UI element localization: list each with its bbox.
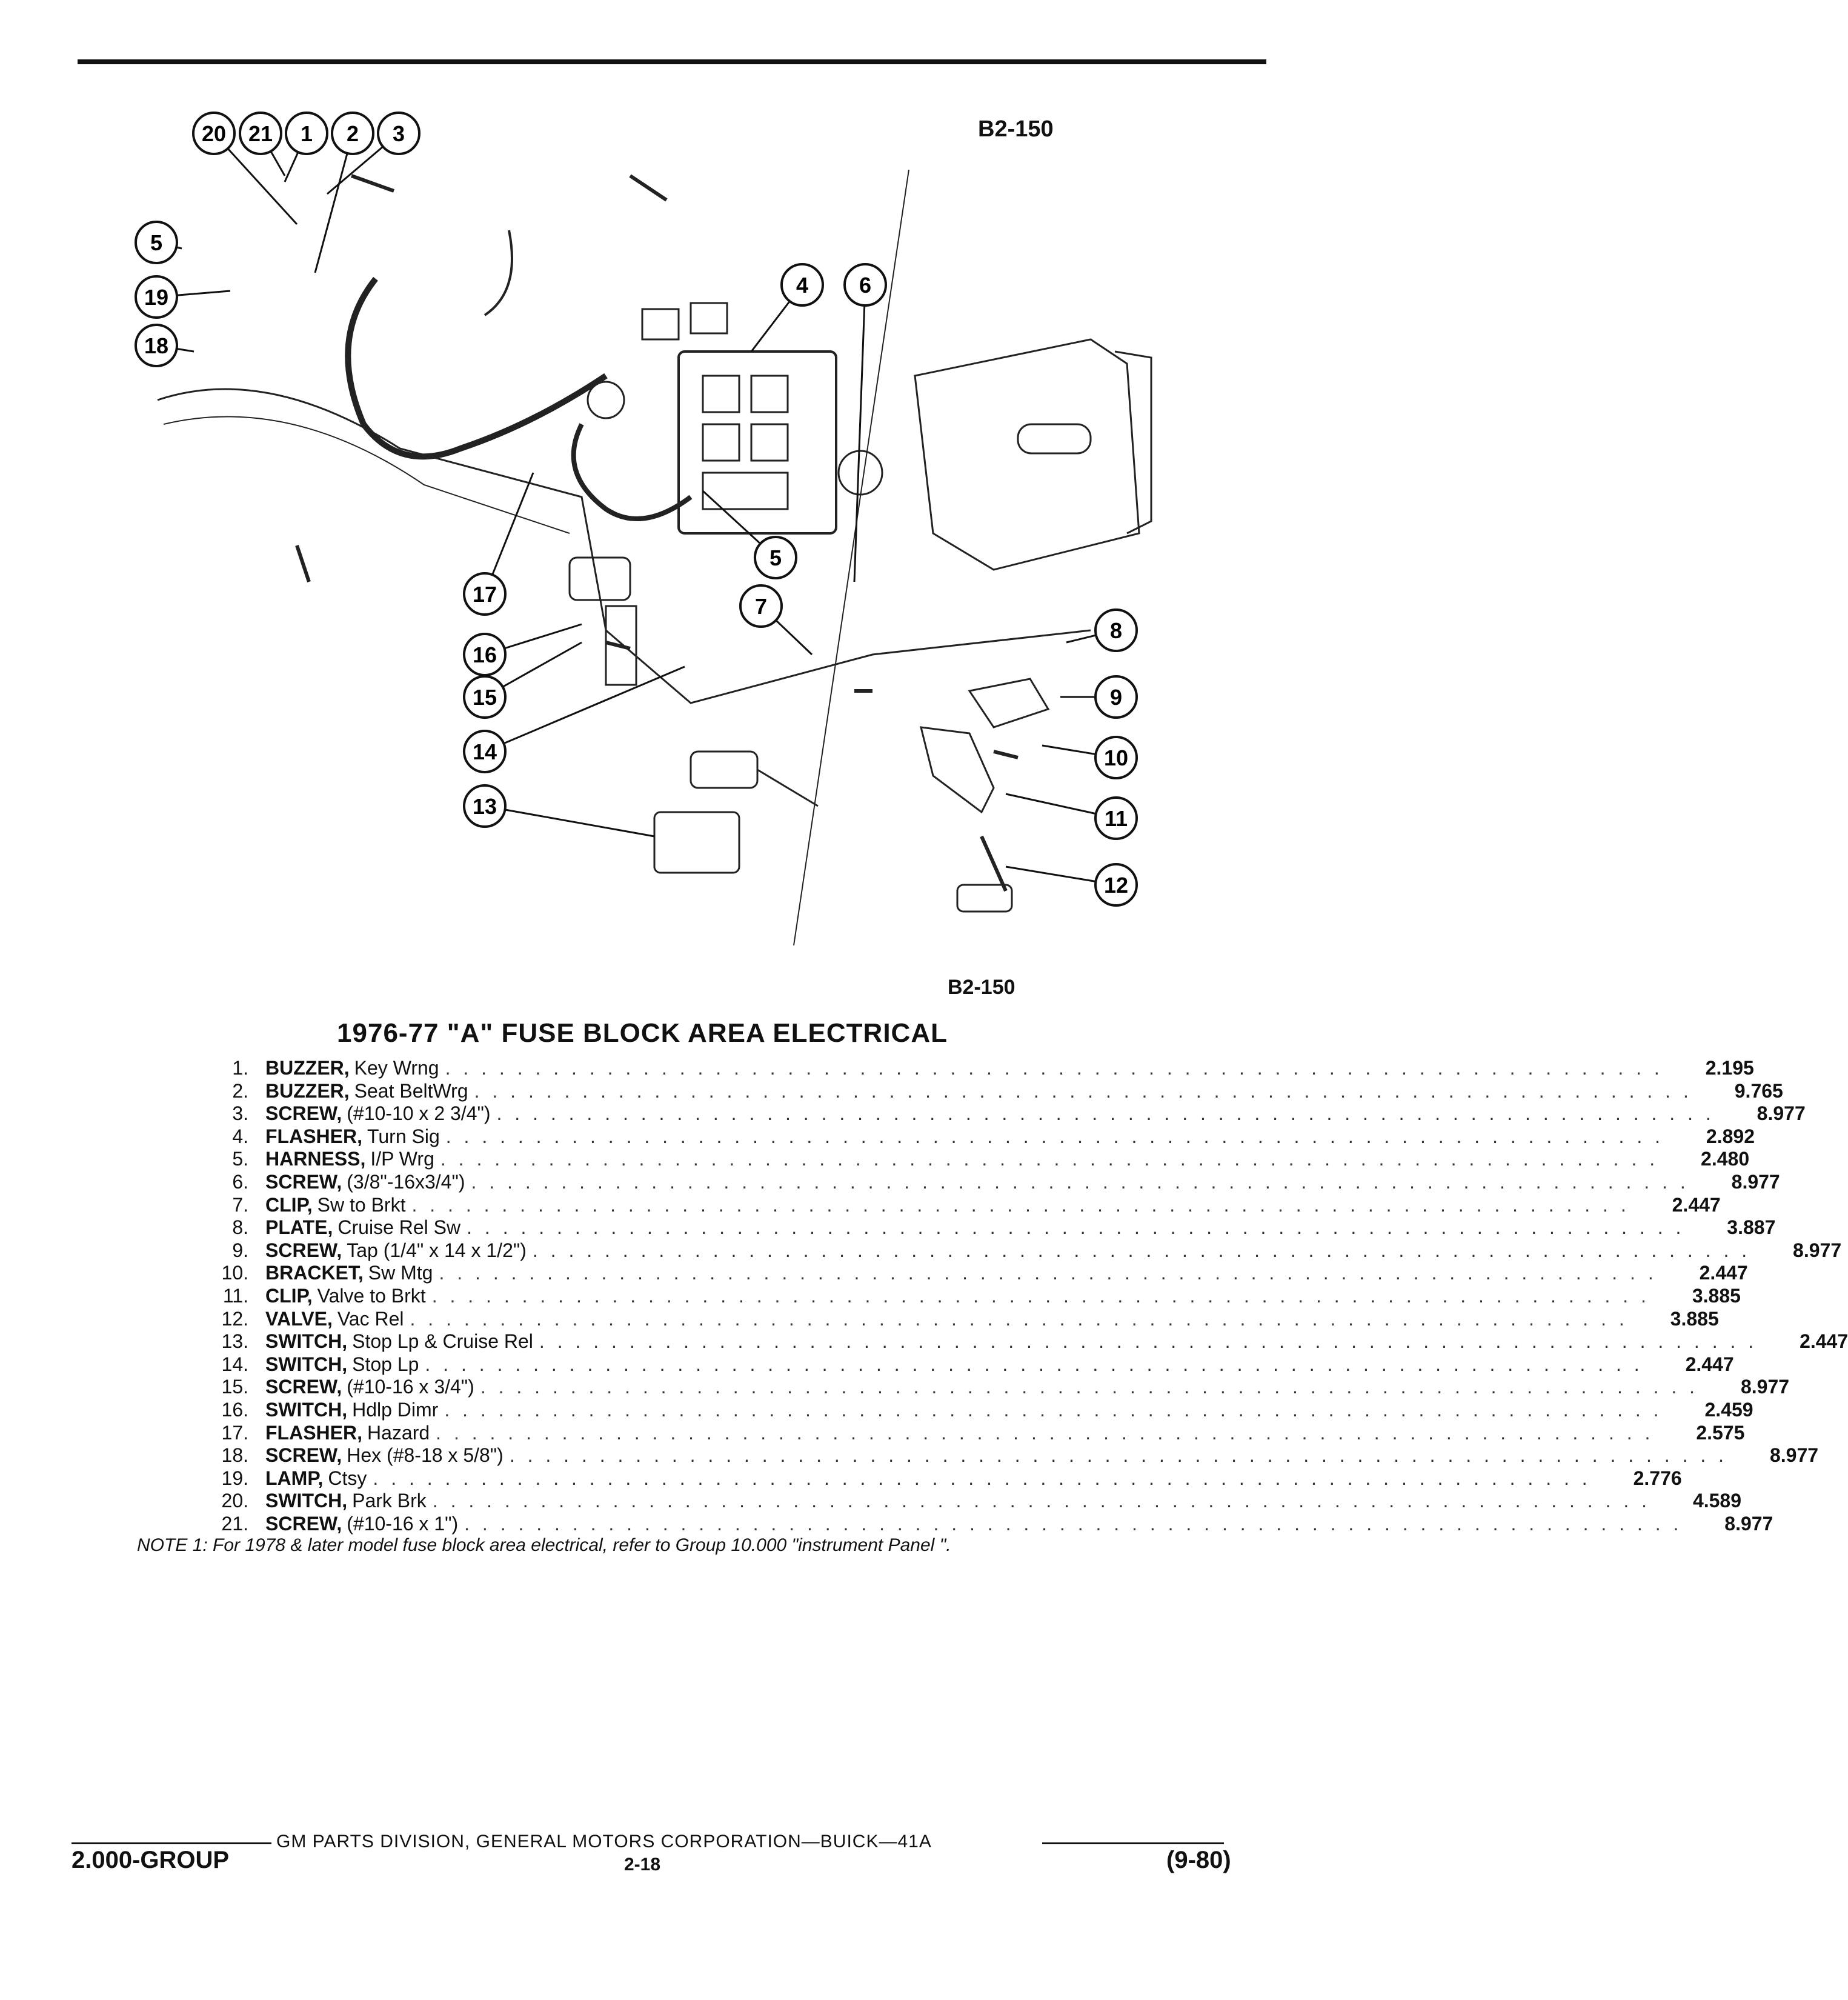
screw-9	[994, 752, 1018, 758]
part-description: Ctsy	[328, 1467, 367, 1489]
part-leader-dots: . . . . . . . . . . . . . . . . . . . . . . . . . . . . . . . . . . . . . . . . . . . . . . . . . . . . . . . . . . . . . . . . . . . .	[474, 1079, 1692, 1102]
callout-number: 5	[150, 230, 163, 255]
part-leader-dots: . . . . . . . . . . . . . . . . . . . . . . . . . . . . . . . . . . . . . . . . . . . . . . . . . . . . . . . . . . . . . . . . . . . .	[496, 1102, 1715, 1125]
part-number: 17.	[221, 1421, 248, 1444]
footer-rule-right	[1042, 1842, 1224, 1844]
screw-18	[297, 545, 309, 582]
part-name: SCREW,	[265, 1102, 342, 1125]
part-leader-dots: . . . . . . . . . . . . . . . . . . . . . . . . . . . . . . . . . . . . . . . . . . . . . . . . . . . . . . . . . . . . . . . . . . . .	[411, 1193, 1630, 1216]
callout-number: 7	[754, 594, 768, 619]
part-number: 13.	[221, 1330, 248, 1353]
part-leader-dots: . . . . . . . . . . . . . . . . . . . . . . . . . . . . . . . . . . . . . . . . . . . . . . . . . . . . . . . . . . . . . . . . . . . .	[373, 1467, 1591, 1489]
part-description: (#10-10 x 2 3/4")	[347, 1102, 491, 1125]
callout-number: 3	[392, 121, 405, 146]
part-group-code: 2.447	[1699, 1262, 1748, 1284]
part-description: Stop Lp & Cruise Rel	[352, 1330, 533, 1353]
figure-code-bottom: B2-150	[948, 976, 1015, 999]
top-rule	[78, 59, 1266, 64]
callout-leader	[854, 285, 865, 582]
part-row	[182, 1239, 1842, 1262]
callout-number: 17	[472, 582, 497, 607]
part-row	[182, 1398, 1753, 1422]
callout-number: 5	[769, 545, 782, 570]
footer-date: (9-80)	[1166, 1847, 1231, 1873]
part-description: Vac Rel	[337, 1307, 404, 1330]
part-description: Tap (1/4" x 14 x 1/2")	[347, 1239, 527, 1261]
part-row	[182, 1284, 1741, 1308]
part-name: LAMP,	[265, 1467, 324, 1489]
part-number: 7.	[232, 1193, 248, 1216]
part-number: 16.	[221, 1398, 248, 1421]
callout-number: 15	[472, 685, 497, 710]
part-group-code: 2.447	[1800, 1330, 1848, 1353]
part-number: 4.	[232, 1125, 248, 1147]
callout-8	[1066, 610, 1137, 651]
part-name: CLIP,	[265, 1284, 313, 1307]
part-group-code: 8.977	[1757, 1102, 1806, 1125]
part-name: VALVE,	[265, 1307, 333, 1330]
part-row	[182, 1102, 1806, 1125]
part-number: 15.	[221, 1376, 248, 1398]
part-row	[182, 1148, 1750, 1171]
part-leader-dots: . . . . . . . . . . . . . . . . . . . . . . . . . . . . . . . . . . . . . . . . . . . . . . . . . . . . . . . . . . . . . . . . . . . .	[410, 1307, 1628, 1330]
cruise-switch	[654, 812, 739, 873]
part-name: SCREW,	[265, 1376, 342, 1398]
part-row	[182, 1193, 1721, 1217]
part-description: Key Wrng	[354, 1057, 439, 1079]
part-number: 2.	[232, 1079, 248, 1102]
part-number: 12.	[221, 1307, 248, 1330]
column-bracket	[915, 339, 1139, 570]
screw-21	[351, 176, 394, 191]
page-title: 1976-77 "A" FUSE BLOCK AREA ELECTRICAL	[337, 1018, 948, 1048]
part-group-code: 2.447	[1672, 1193, 1721, 1216]
part-name: SWITCH,	[265, 1330, 348, 1353]
part-group-code: 9.765	[1734, 1079, 1783, 1102]
part-description: (3/8"-16x3/4")	[347, 1170, 465, 1193]
part-row	[182, 1125, 1755, 1148]
part-leader-dots: . . . . . . . . . . . . . . . . . . . . . . . . . . . . . . . . . . . . . . . . . . . . . . . . . . . . . . . . . . . . . . . . . . . .	[440, 1148, 1659, 1170]
part-name: FLASHER,	[265, 1421, 362, 1444]
part-leader-dots: . . . . . . . . . . . . . . . . . . . . . . . . . . . . . . . . . . . . . . . . . . . . . . . . . . . . . . . . . . . . . . . . . . . .	[532, 1239, 1751, 1261]
part-group-code: 2.195	[1705, 1057, 1754, 1079]
callout-6	[845, 264, 886, 582]
callout-number: 4	[796, 273, 809, 298]
part-group-code: 2.447	[1685, 1353, 1734, 1375]
part-name: SWITCH,	[265, 1353, 348, 1375]
part-number: 10.	[221, 1262, 248, 1284]
callout-number: 14	[472, 739, 497, 764]
harness-branch	[574, 424, 691, 519]
part-group-code: 3.885	[1670, 1307, 1719, 1330]
part-name: SWITCH,	[265, 1490, 348, 1512]
buzzer-seatbelt	[691, 303, 727, 333]
part-leader-dots: . . . . . . . . . . . . . . . . . . . . . . . . . . . . . . . . . . . . . . . . . . . . . . . . . . . . . . . . . . . . . . . . . . . .	[467, 1216, 1685, 1239]
callout-9	[1060, 676, 1137, 718]
flasher-turn-signal	[839, 451, 882, 495]
part-group-code: 2.776	[1633, 1467, 1682, 1489]
buzzer-key	[642, 309, 679, 339]
callout-leader	[485, 806, 654, 836]
part-leader-dots: . . . . . . . . . . . . . . . . . . . . . . . . . . . . . . . . . . . . . . . . . . . . . . . . . . . . . . . . . . . . . . . . . . . .	[436, 1421, 1654, 1444]
parts-list	[182, 1057, 1848, 1535]
part-number: 14.	[221, 1353, 248, 1375]
note: NOTE 1: For 1978 & later model fuse block area electrical, refer to Group 10.000 "instrument Panel ".	[137, 1535, 951, 1555]
part-leader-dots: . . . . . . . . . . . . . . . . . . . . . . . . . . . . . . . . . . . . . . . . . . . . . . . . . . . . . . . . . . . . . . . . . . . .	[431, 1284, 1650, 1307]
part-description: Sw Mtg	[368, 1262, 433, 1284]
part-description: (#10-16 x 1")	[347, 1512, 459, 1535]
part-row	[182, 1512, 1773, 1536]
part-name: BUZZER,	[265, 1079, 350, 1102]
part-group-code: 3.885	[1692, 1284, 1741, 1307]
vacuum-valve-spring	[982, 836, 1006, 891]
fuse-row-b	[751, 376, 788, 412]
part-group-code: 8.977	[1793, 1239, 1842, 1261]
part-row	[182, 1421, 1745, 1445]
part-row	[182, 1444, 1819, 1467]
part-number: 3.	[232, 1102, 248, 1125]
fuse-row-d	[751, 424, 788, 461]
figure-code-top: B2-150	[978, 116, 1054, 142]
callout-21	[240, 113, 285, 176]
part-row	[182, 1307, 1719, 1331]
part-description: Hazard	[367, 1421, 430, 1444]
callout-7	[740, 585, 812, 655]
footer-page-number: 2-18	[623, 1855, 661, 1875]
callout-16	[464, 624, 582, 675]
callout-number: 12	[1103, 873, 1129, 898]
callout-number: 21	[248, 121, 273, 146]
part-row	[182, 1467, 1682, 1490]
fuse-row-a	[703, 376, 739, 412]
callout-19	[136, 276, 230, 318]
stop-lamp-switch	[691, 752, 757, 788]
part-name: CLIP,	[265, 1193, 313, 1216]
callout-number: 16	[472, 642, 497, 667]
part-description: Valve to Brkt	[317, 1284, 426, 1307]
dash-edge	[164, 417, 570, 534]
part-name: BRACKET,	[265, 1262, 364, 1284]
release-plate	[969, 679, 1048, 727]
harness-lead	[485, 230, 512, 315]
stop-lamp-threads	[757, 770, 818, 806]
callout-11	[1006, 794, 1137, 839]
callout-10	[1042, 737, 1137, 778]
part-number: 19.	[221, 1467, 248, 1489]
callout-1	[285, 113, 327, 182]
part-row	[182, 1057, 1754, 1080]
callout-number: 18	[144, 333, 169, 358]
callout-number: 13	[472, 794, 497, 819]
part-name: SCREW,	[265, 1170, 342, 1193]
part-description: Hdlp Dimr	[352, 1398, 439, 1421]
part-description: Hex (#8-18 x 5/8")	[347, 1444, 504, 1467]
part-row	[182, 1376, 1790, 1399]
part-number: 21.	[221, 1512, 248, 1535]
callout-number: 20	[201, 121, 227, 146]
part-leader-dots: . . . . . . . . . . . . . . . . . . . . . . . . . . . . . . . . . . . . . . . . . . . . . . . . . . . . . . . . . . . . . . . . . . . .	[444, 1398, 1663, 1421]
callout-12	[1006, 864, 1137, 905]
callout-number: 8	[1109, 618, 1123, 643]
callout-number: 9	[1109, 685, 1123, 710]
callout-number: 10	[1103, 745, 1129, 770]
part-description: Seat BeltWrg	[354, 1079, 468, 1102]
part-description: I/P Wrg	[370, 1148, 434, 1170]
part-name: PLATE,	[265, 1216, 333, 1239]
part-name: SWITCH,	[265, 1398, 348, 1421]
part-group-code: 8.977	[1731, 1170, 1780, 1193]
flasher-hazard	[588, 382, 624, 418]
part-leader-dots: . . . . . . . . . . . . . . . . . . . . . . . . . . . . . . . . . . . . . . . . . . . . . . . . . . . . . . . . . . . . . . . . . . . .	[464, 1512, 1683, 1535]
footer-rule-left	[71, 1842, 271, 1844]
part-group-code: 4.589	[1692, 1490, 1742, 1512]
part-description: Stop Lp	[352, 1353, 419, 1375]
part-number: 20.	[221, 1490, 248, 1512]
part-group-code: 8.977	[1724, 1512, 1773, 1535]
callout-number: 19	[144, 285, 169, 310]
part-name: SCREW,	[265, 1239, 342, 1261]
part-name: SCREW,	[265, 1512, 342, 1535]
part-group-code: 8.977	[1769, 1444, 1819, 1467]
part-row	[182, 1216, 1776, 1239]
part-row	[182, 1262, 1748, 1285]
part-row	[182, 1079, 1783, 1103]
part-group-code: 8.977	[1740, 1376, 1790, 1398]
part-description: Turn Sig	[367, 1125, 440, 1147]
callout-5	[136, 222, 182, 263]
screw-15	[606, 642, 630, 648]
callout-number: 2	[346, 121, 359, 146]
part-number: 8.	[232, 1216, 248, 1239]
part-row	[182, 1353, 1734, 1376]
part-number: 1.	[232, 1057, 248, 1079]
part-number: 5.	[232, 1148, 248, 1170]
part-leader-dots: . . . . . . . . . . . . . . . . . . . . . . . . . . . . . . . . . . . . . . . . . . . . . . . . . . . . . . . . . . . . . . . . . . . .	[439, 1262, 1657, 1284]
part-name: BUZZER,	[265, 1057, 350, 1079]
callout-18	[136, 325, 194, 366]
part-row	[182, 1170, 1780, 1194]
part-name: SCREW,	[265, 1444, 342, 1467]
footer-publisher: GM PARTS DIVISION, GENERAL MOTORS CORPORATION—BUICK—41A	[276, 1832, 932, 1852]
callout-number: 1	[300, 121, 313, 146]
part-group-code: 2.892	[1706, 1125, 1755, 1147]
part-row	[182, 1490, 1742, 1513]
callout-13	[464, 785, 654, 836]
footer-group: 2.000-GROUP	[71, 1847, 230, 1873]
part-group-code: 2.575	[1696, 1421, 1745, 1444]
callout-17	[464, 473, 533, 615]
part-description: (#10-16 x 3/4")	[347, 1376, 474, 1398]
part-leader-dots: . . . . . . . . . . . . . . . . . . . . . . . . . . . . . . . . . . . . . . . . . . . . . . . . . . . . . . . . . . . . . . . . . . . .	[432, 1490, 1651, 1512]
part-number: 6.	[232, 1170, 248, 1193]
screw-3	[630, 176, 666, 200]
part-leader-dots: . . . . . . . . . . . . . . . . . . . . . . . . . . . . . . . . . . . . . . . . . . . . . . . . . . . . . . . . . . . . . . . . . . . .	[445, 1125, 1664, 1147]
part-name: FLASHER,	[265, 1125, 362, 1147]
part-description: Park Brk	[352, 1490, 427, 1512]
harness-bundle	[348, 279, 606, 456]
fuse-row-c	[703, 424, 739, 461]
part-description: Cruise Rel Sw	[337, 1216, 461, 1239]
bracket-cylinder	[1018, 424, 1091, 453]
part-leader-dots: . . . . . . . . . . . . . . . . . . . . . . . . . . . . . . . . . . . . . . . . . . . . . . . . . . . . . . . . . . . . . . . . . . . .	[539, 1330, 1758, 1353]
callout-layer	[136, 113, 1137, 905]
part-leader-dots: . . . . . . . . . . . . . . . . . . . . . . . . . . . . . . . . . . . . . . . . . . . . . . . . . . . . . . . . . . . . . . . . . . . .	[425, 1353, 1643, 1375]
part-leader-dots: . . . . . . . . . . . . . . . . . . . . . . . . . . . . . . . . . . . . . . . . . . . . . . . . . . . . . . . . . . . . . . . . . . . .	[471, 1170, 1689, 1193]
part-leader-dots: . . . . . . . . . . . . . . . . . . . . . . . . . . . . . . . . . . . . . . . . . . . . . . . . . . . . . . . . . . . . . . . . . . . .	[509, 1444, 1728, 1467]
part-row	[182, 1330, 1848, 1353]
part-leader-dots: . . . . . . . . . . . . . . . . . . . . . . . . . . . . . . . . . . . . . . . . . . . . . . . . . . . . . . . . . . . . . . . . . . . .	[480, 1376, 1699, 1398]
part-group-code: 2.480	[1701, 1148, 1750, 1170]
part-number: 11.	[222, 1284, 248, 1307]
part-name: HARNESS,	[265, 1148, 366, 1170]
part-description: Sw to Brkt	[317, 1193, 406, 1216]
part-leader-dots: . . . . . . . . . . . . . . . . . . . . . . . . . . . . . . . . . . . . . . . . . . . . . . . . . . . . . . . . . . . . . . . . . . . .	[445, 1057, 1663, 1079]
switch-bracket	[921, 727, 994, 812]
callout-4	[751, 264, 823, 352]
callout-number: 6	[859, 273, 872, 298]
exploded-view-illustration	[145, 109, 1175, 921]
part-number: 18.	[221, 1444, 248, 1467]
part-group-code: 2.459	[1704, 1398, 1753, 1421]
part-number: 9.	[232, 1239, 248, 1261]
callout-number: 11	[1104, 806, 1128, 831]
part-group-code: 3.887	[1727, 1216, 1776, 1239]
